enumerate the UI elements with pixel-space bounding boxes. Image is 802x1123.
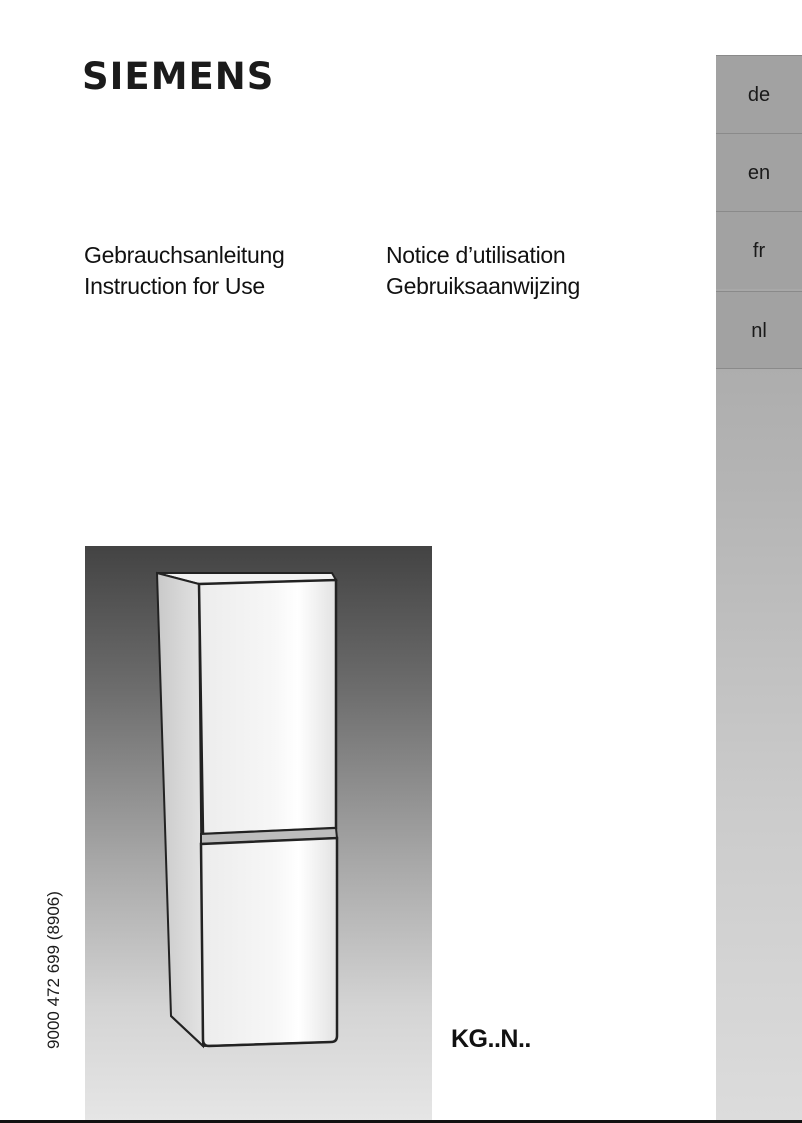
model-number: KG..N.. xyxy=(451,1025,531,1053)
language-tab-label: de xyxy=(747,84,771,106)
language-tab-nl[interactable] xyxy=(716,291,802,369)
language-tab-en[interactable] xyxy=(716,133,802,211)
titles-left xyxy=(84,240,284,302)
title-french: Notice d’utilisation xyxy=(386,242,566,268)
titles-right xyxy=(386,240,580,302)
language-tab-de[interactable] xyxy=(716,55,802,133)
title-german: Gebrauchsanleitung xyxy=(84,242,285,268)
document-number: 9000 472 699 (8906) xyxy=(44,891,63,1049)
title-english: Instruction for Use xyxy=(84,273,265,299)
fridge-illustration xyxy=(85,546,432,1123)
language-tab-label: en xyxy=(747,162,771,184)
siemens-logo: SIEMENS xyxy=(82,55,275,98)
title-dutch: Gebruiksaanwijzing xyxy=(386,273,581,299)
language-tab-label: fr xyxy=(752,240,766,262)
product-image xyxy=(85,546,432,1123)
language-tab-label: nl xyxy=(751,320,767,342)
language-tab-fr[interactable] xyxy=(716,211,802,289)
